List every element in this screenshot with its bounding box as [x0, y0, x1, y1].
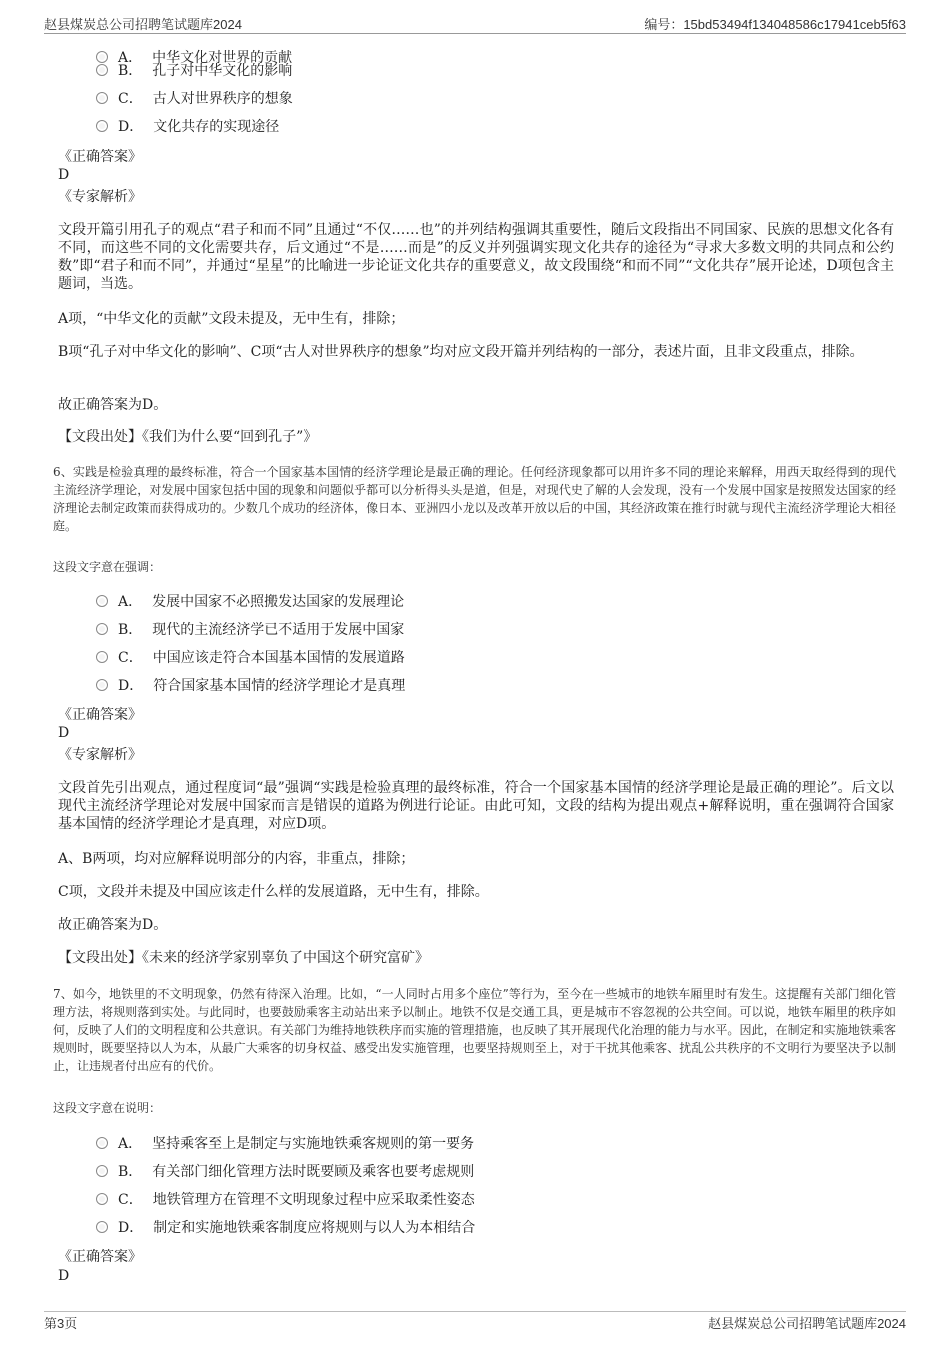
q6-answer-label: 《正确答案》 — [58, 707, 142, 723]
q5-analysis-label: 《专家解析》 — [58, 189, 142, 205]
q5-conclusion: 故正确答案为D。 — [58, 397, 168, 413]
q6-option-c[interactable]: C． 中国应该走符合本国基本国情的发展道路 — [96, 648, 405, 668]
q5-analysis-a: A项，“中华文化的贡献”文段未提及，无中生有，排除； — [58, 311, 405, 327]
q6-answer: D — [58, 725, 70, 741]
radio-icon[interactable] — [96, 1137, 108, 1149]
q7-option-d[interactable]: D． 制定和实施地铁乘客制度应将规则与以人为本相结合 — [96, 1218, 475, 1238]
radio-icon[interactable] — [96, 92, 108, 104]
radio-icon[interactable] — [96, 64, 108, 76]
q5-answer-label: 《正确答案》 — [58, 149, 142, 165]
q5-analysis: 文段开篇引用孔子的观点“君子和而不同”且通过“不仅……也”的并列结构强调其重要性，随后文段指出不同国家、民族的思想文化各有不同，而这些不同的文化需要共存，后文通过“不是……而是”的反义并列强调实现文化共存的途径为“寻求大多数文明的共同点和公约数”即“君子和而不同”，并通过“星星”的比喻进一步论证文化共存的重要意义，故文段围绕“和而不同”“文化共存”展开论述，D项包含主题词，当选。 — [58, 222, 894, 292]
q5-answer: D — [58, 167, 70, 183]
q5-analysis-bc: B项“孔子对中华文化的影响”、C项“古人对世界秩序的想象”均对应文段开篇并列结构的一部分，表述片面，且非文段重点，排除。 — [58, 344, 864, 360]
q6-analysis-ab: A、B两项，均对应解释说明部分的内容，非重点，排除； — [58, 851, 415, 867]
q7-answer: D — [58, 1268, 70, 1284]
q5-option-c[interactable]: C． 古人对世界秩序的想象 — [96, 89, 293, 109]
page-number: 第3页 — [44, 1316, 78, 1331]
q6-analysis: 文段首先引出观点，通过程度词“最”强调“实践是检验真理的最终标准，符合一个国家基本国情的经济学理论是最正确的理论”。后文以现代主流经济学理论对发展中国家而言是错误的道路为例进行论证。由此可知，文段的结构为提出观点+解释说明，重在强调符合国家基本国情的经济学理论才是真理，对应D项。 — [58, 780, 894, 832]
radio-icon[interactable] — [96, 1221, 108, 1233]
q7-option-b[interactable]: B． 有关部门细化管理方法时既要顾及乘客也要考虑规则 — [96, 1162, 474, 1182]
q7-option-a[interactable]: A． 坚持乘客至上是制定与实施地铁乘客规则的第一要务 — [96, 1134, 474, 1154]
page-header — [44, 14, 906, 34]
header-title: 赵县煤炭总公司招聘笔试题库2024 — [44, 17, 242, 32]
q7-text: 7、如今，地铁里的不文明现象，仍然有待深入治理。比如，“一人同时占用多个座位”等行为，至今在一些城市的地铁车厢里时有发生。这提醒有关部门细化管理方法，将规则落到实处。与此同时，也要鼓励乘客主动站出来予以制止。地铁不仅是交通工具，更是城市不容忽视的公共空间。可以说，地铁车厢里的秩序如何，反映了人们的文明程度和公共意识。有关部门为维持地铁秩序而实施的管理措施，也反映了其开展现代化治理的能力与水平。因此，在制定和实施地铁乘客规则时，既要坚持以人为本，从最广大乘客的切身权益、感受出发实施管理，也要坚持规则至上，对于干扰其他乘客、扰乱公共秩序的不文明行为要坚决予以制止，让违规者付出应有的代价。 — [53, 987, 896, 1073]
q6-text: 6、实践是检验真理的最终标准，符合一个国家基本国情的经济学理论是最正确的理论。任何经济现象都可以用许多不同的理论来解释，用西天取经得到的现代主流经济学理论，对发展中国家包括中国的现象和问题似乎都可以分析得头头是道，但是，对现代史了解的人会发现，没有一个发展中国家是按照发达国家的经济理论去制定政策而获得成功的。少数几个成功的经济体，像日本、亚洲四小龙以及改革开放以后的中国，其经济政策在推行时就与现代主流经济学理论大相径庭。 — [53, 465, 896, 533]
q5-option-a[interactable]: A． 中华文化对世界的贡献 — [96, 48, 292, 68]
q6-conclusion: 故正确答案为D。 — [58, 917, 168, 933]
radio-icon[interactable] — [96, 120, 108, 132]
q6-analysis-c: C项，文段并未提及中国应该走什么样的发展道路，无中生有，排除。 — [58, 884, 489, 900]
footer-title: 赵县煤炭总公司招聘笔试题库2024 — [708, 1316, 906, 1331]
q5-option-b[interactable]: B． 孔子对中华文化的影响 — [96, 61, 292, 81]
q7-option-c[interactable]: C． 地铁管理方在管理不文明现象过程中应采取柔性姿态 — [96, 1190, 475, 1210]
q6-source: 【文段出处】《未来的经济学家别辜负了中国这个研究富矿》 — [58, 950, 429, 966]
radio-icon[interactable] — [96, 1193, 108, 1205]
q7-prompt: 这段文字意在说明： — [53, 1101, 162, 1115]
q5-option-d[interactable]: D． 文化共存的实现途径 — [96, 117, 279, 137]
q6-prompt: 这段文字意在强调： — [53, 560, 162, 574]
radio-icon[interactable] — [96, 679, 108, 691]
q5-source: 【文段出处】《我们为什么要“回到孔子”》 — [58, 429, 318, 445]
header-serial: 编号：15bd53494f134048586c17941ceb5f63 — [644, 17, 906, 32]
header-divider — [44, 33, 906, 34]
q6-option-a[interactable]: A． 发展中国家不必照搬发达国家的发展理论 — [96, 592, 404, 612]
q6-analysis-label: 《专家解析》 — [58, 747, 142, 763]
footer-divider — [44, 1311, 906, 1312]
radio-icon[interactable] — [96, 1165, 108, 1177]
q7-answer-label: 《正确答案》 — [58, 1249, 142, 1265]
radio-icon[interactable] — [96, 623, 108, 635]
radio-icon[interactable] — [96, 595, 108, 607]
q6-option-b[interactable]: B． 现代的主流经济学已不适用于发展中国家 — [96, 620, 404, 640]
q6-option-d[interactable]: D． 符合国家基本国情的经济学理论才是真理 — [96, 676, 405, 696]
radio-icon[interactable] — [96, 651, 108, 663]
